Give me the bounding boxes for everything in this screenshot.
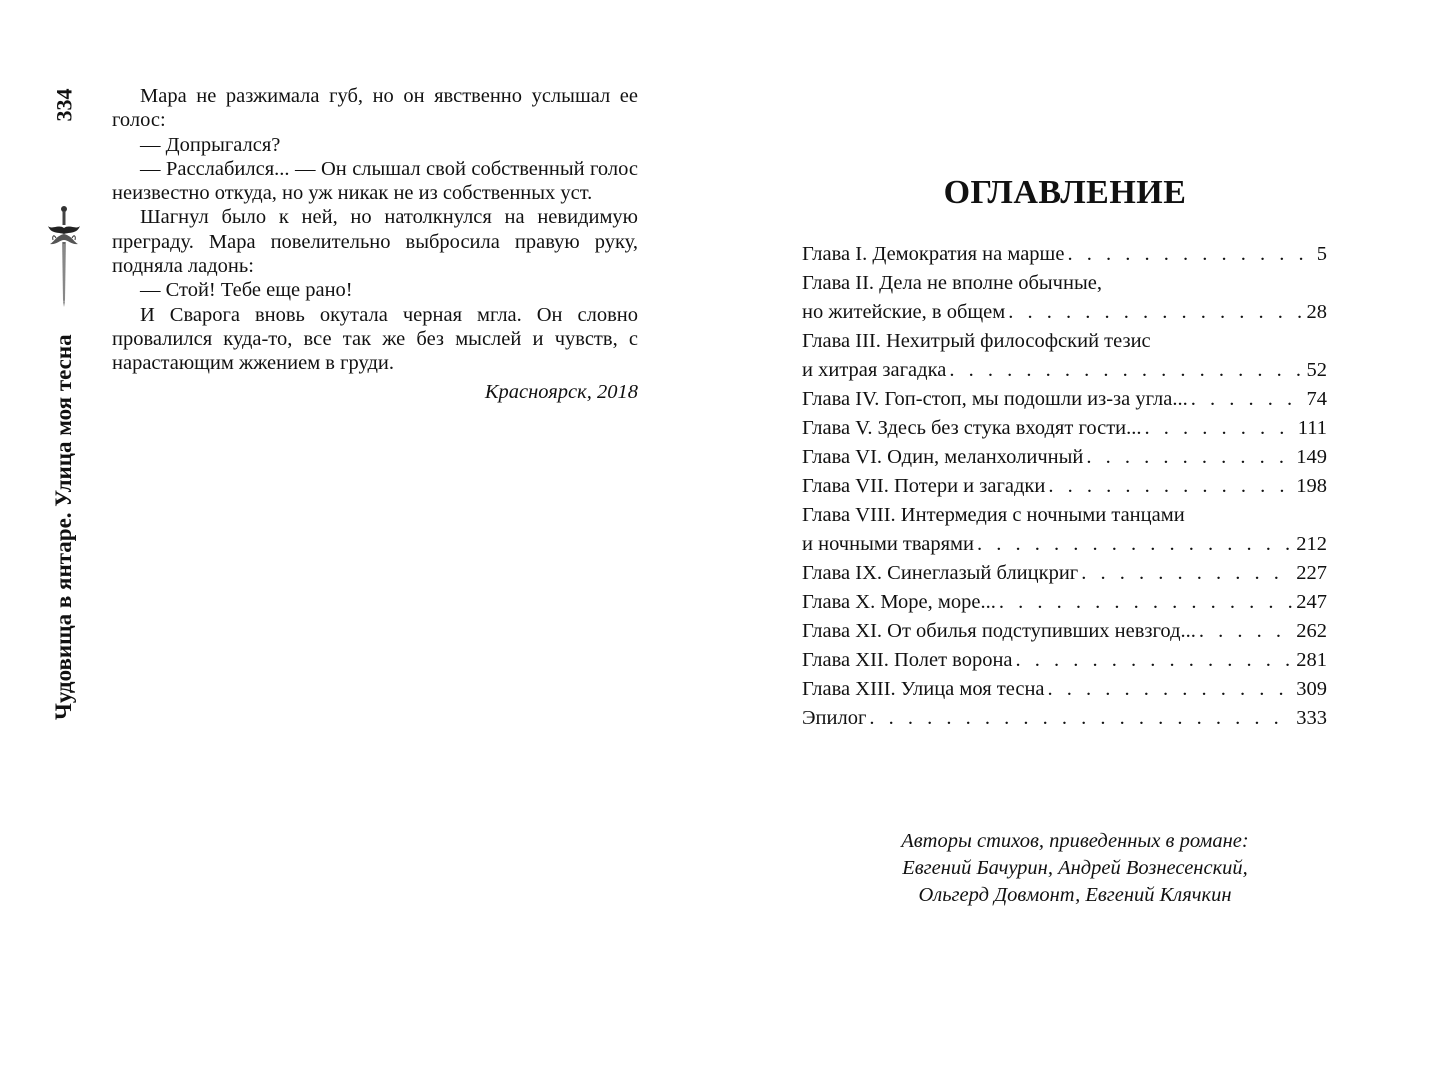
paragraph: Мара не разжимала губ, но он явственно услышал ее голос: — [112, 85, 638, 132]
toc-entry-title: Глава XI. От обилья подступивших невзгод... — [802, 620, 1196, 642]
toc-entry-title: Глава X. Море, море... — [802, 591, 996, 613]
toc-entry-page: 52 — [1306, 359, 1327, 381]
page-number — [44, 80, 84, 130]
toc-leader-dots — [1199, 617, 1293, 646]
toc-entry-title: Глава V. Здесь без стука входят гости... — [802, 417, 1142, 439]
toc-entry-page: 212 — [1296, 533, 1327, 555]
toc-entry-title: Глава VII. Потери и загадки — [802, 475, 1046, 497]
paragraph: — Допрыгался? — [140, 133, 281, 156]
toc-entry-title: Глава XIII. Улица моя тесна — [802, 678, 1045, 700]
toc-entry-page: 111 — [1297, 417, 1327, 439]
toc-leader-dots — [977, 530, 1293, 559]
toc-entry[interactable] — [802, 559, 1327, 588]
toc-entry-title-cont: и ночными тварями — [802, 533, 974, 555]
right-page — [720, 0, 1440, 1080]
toc-leader-dots — [1081, 559, 1293, 588]
running-title-text: Чудовища в янтаре. Улица моя тесна — [51, 334, 76, 720]
toc-entry-title: Глава III. Нехитрый философский тезис — [802, 330, 1151, 352]
toc-entry-title: Глава VI. Один, меланхоличный — [802, 446, 1084, 468]
toc-entry-title: Глава XII. Полет ворона — [802, 649, 1013, 671]
toc-entry-page: 309 — [1296, 678, 1327, 700]
toc-leader-dots — [1048, 472, 1293, 501]
toc-entry[interactable] — [802, 617, 1327, 646]
running-title — [46, 320, 82, 720]
toc-entry[interactable] — [802, 414, 1327, 443]
toc-entry-title: Глава II. Дела не вполне обычные, — [802, 272, 1102, 294]
body-text — [112, 84, 638, 404]
toc-entry-page: 333 — [1296, 707, 1327, 729]
toc-leader-dots — [1008, 298, 1303, 327]
credits-line: Авторы стихов, приведенных в романе: — [901, 830, 1249, 852]
toc-entry[interactable] — [802, 501, 1327, 559]
toc-title: ОГЛАВЛЕНИЕ — [943, 174, 1187, 211]
toc-leader-dots — [999, 588, 1293, 617]
toc-entry-page: 262 — [1296, 620, 1327, 642]
toc-entry-title-cont: но житейские, в общем — [802, 301, 1006, 323]
toc-entry-page: 149 — [1296, 446, 1327, 468]
toc-entry-title: Эпилог — [802, 707, 867, 729]
toc-leader-dots — [1191, 385, 1304, 414]
page-number-text: 334 — [51, 88, 76, 122]
toc-entry-page: 28 — [1306, 301, 1327, 323]
paragraph: И Сварога вновь окутала черная мгла. Он словно провалился куда-то, все так же без мыслей и чувств, с нарастающим жжением в груди. — [112, 303, 638, 375]
toc-entry-page: 74 — [1306, 388, 1327, 410]
toc-entry[interactable] — [802, 443, 1327, 472]
toc-entry-title-cont: и хитрая загадка — [802, 359, 947, 381]
running-header — [44, 80, 84, 720]
sword-icon — [44, 204, 84, 308]
toc-leader-dots — [1016, 646, 1294, 675]
paragraph: Шагнул было к ней, но натолкнулся на невидимую преграду. Мара повелительно выбросила правую руку, подняла ладонь: — [112, 206, 638, 278]
toc-leader-dots — [1086, 443, 1293, 472]
toc-entry[interactable] — [802, 588, 1327, 617]
toc-entry[interactable] — [802, 269, 1327, 327]
toc-entry-page: 247 — [1296, 591, 1327, 613]
toc-entry[interactable] — [802, 704, 1327, 733]
dateline: Красноярск, 2018 — [484, 380, 638, 403]
toc-entry-title: Глава VIII. Интермедия с ночными танцами — [802, 504, 1185, 526]
toc-entry[interactable] — [802, 675, 1327, 704]
toc-leader-dots — [949, 356, 1303, 385]
toc-leader-dots — [869, 704, 1293, 733]
toc-entry-page: 281 — [1296, 649, 1327, 671]
toc-entry[interactable] — [802, 385, 1327, 414]
credits-line: Ольгерд Довмонт, Евгений Клячкин — [918, 884, 1232, 906]
toc-entry[interactable] — [802, 327, 1327, 385]
table-of-contents — [802, 240, 1327, 733]
toc-entry-title: Глава I. Демократия на марше — [802, 243, 1065, 265]
paragraph: — Стой! Тебе еще рано! — [140, 279, 353, 302]
toc-entry-title: Глава IX. Синеглазый блицкриг — [802, 562, 1079, 584]
paragraph: — Расслабился... — Он слышал свой собственный голос неизвестно откуда, но уж никак не из собственных уст. — [112, 157, 638, 205]
toc-entry-page: 227 — [1296, 562, 1327, 584]
toc-entry[interactable] — [802, 646, 1327, 675]
toc-leader-dots — [1145, 414, 1295, 443]
toc-entry[interactable] — [802, 472, 1327, 501]
toc-leader-dots — [1067, 240, 1313, 269]
toc-entry[interactable] — [802, 240, 1327, 269]
toc-entry-title: Глава IV. Гоп-стоп, мы подошли из-за угла... — [802, 388, 1188, 410]
toc-entry-page: 5 — [1316, 243, 1327, 265]
toc-leader-dots — [1048, 675, 1294, 704]
toc-entry-page: 198 — [1296, 475, 1327, 497]
credits-line: Евгений Бачурин, Андрей Вознесенский, — [902, 857, 1248, 879]
poem-credits — [810, 828, 1340, 909]
